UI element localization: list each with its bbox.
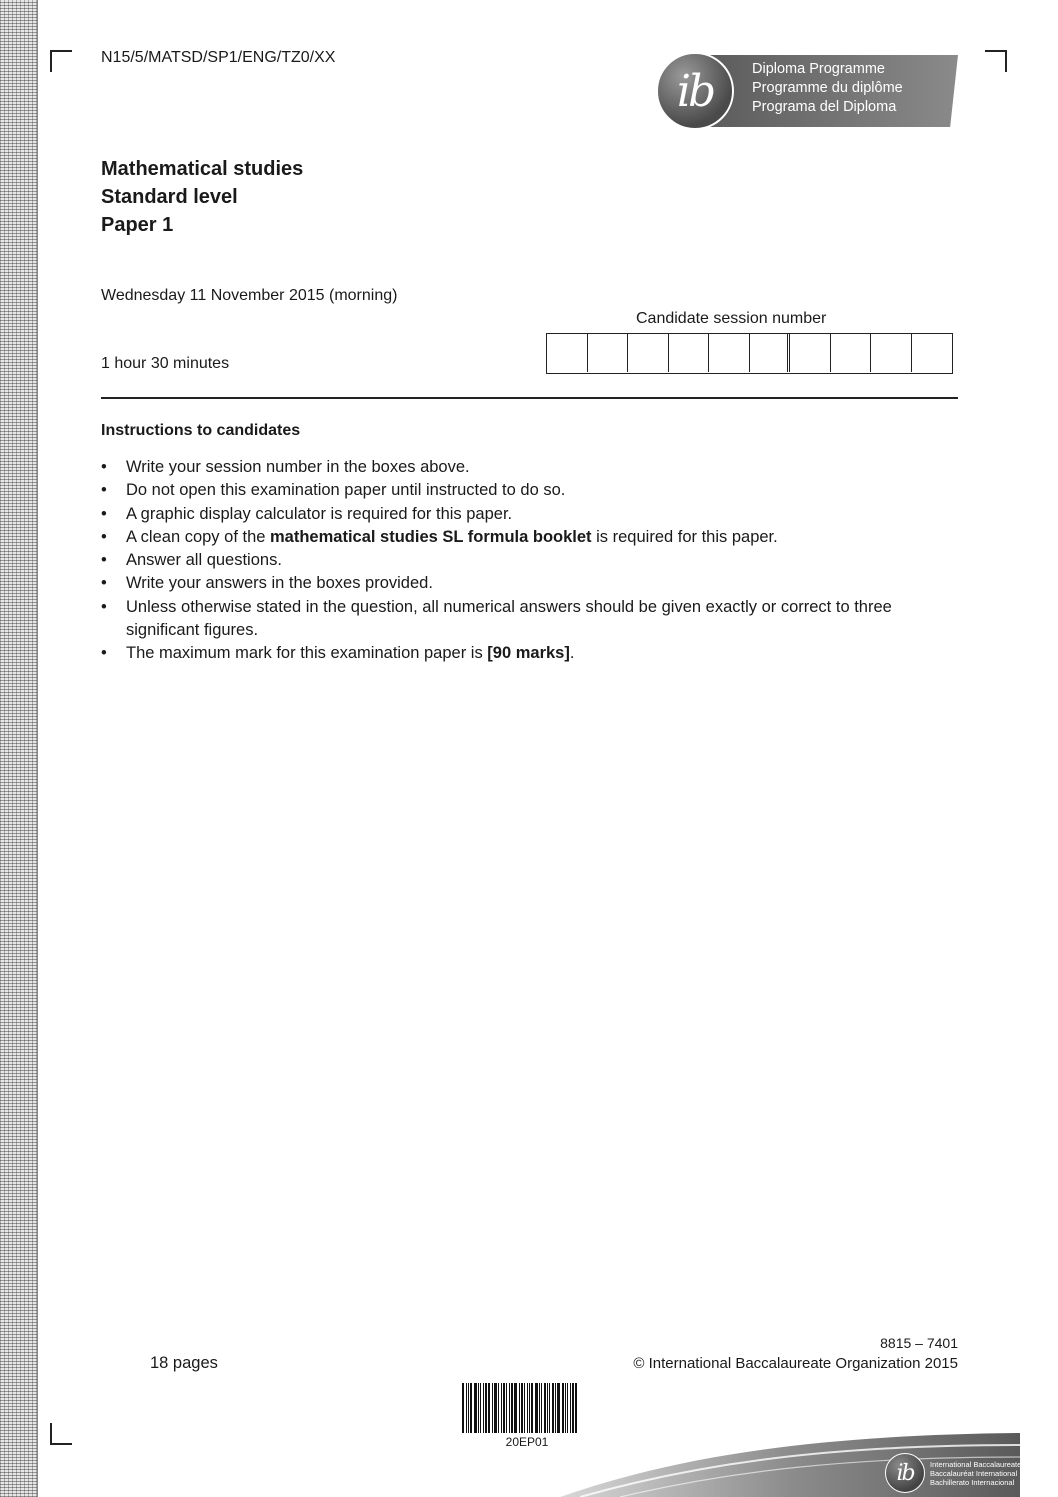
instruction-item: • Do not open this examination paper until instructed to do so. (101, 479, 951, 502)
session-digit-box[interactable] (750, 334, 791, 372)
paper-title: Paper 1 (101, 214, 174, 236)
exam-title (101, 155, 303, 239)
crop-mark-top-left (50, 50, 72, 72)
instruction-item: • Write your answers in the boxes provided. (101, 572, 951, 595)
exam-duration: 1 hour 30 minutes (101, 355, 230, 372)
instruction-item: • Write your session number in the boxes above. (101, 456, 951, 479)
document-code: N15/5/MATSD/SP1/ENG/TZ0/XX (101, 49, 336, 66)
divider-rule (101, 397, 958, 399)
candidate-session-boxes[interactable] (546, 333, 953, 374)
session-digit-box[interactable] (831, 334, 872, 372)
instruction-item: • Unless otherwise stated in the question, all numerical answers should be given exactly or correct to three significant figures. (101, 596, 951, 643)
ib-diploma-logo (656, 52, 958, 130)
barcode-label: 20EP01 (505, 1435, 549, 1449)
session-digit-box[interactable] (871, 334, 912, 372)
level-title: Standard level (101, 186, 238, 208)
session-digit-box[interactable] (790, 334, 831, 372)
session-digit-box[interactable] (709, 334, 750, 372)
instruction-item: • The maximum mark for this examination paper is [90 marks]. (101, 642, 951, 665)
crop-mark-top-right (985, 50, 1007, 72)
org-logo-text: International Baccalaureate Baccalauréat International Bachillerato Internacional (930, 1459, 1022, 1487)
session-digit-box[interactable] (669, 334, 710, 372)
session-digit-box[interactable] (588, 334, 629, 372)
candidate-session-label: Candidate session number (636, 310, 827, 327)
reference-code: 8815 – 7401 (880, 1335, 958, 1351)
crop-mark-bottom-left (50, 1423, 72, 1445)
binding-strip (0, 0, 38, 1497)
session-digit-box[interactable] (628, 334, 669, 372)
instruction-item: • Answer all questions. (101, 549, 951, 572)
subject-title: Mathematical studies (101, 158, 304, 180)
exam-date: Wednesday 11 November 2015 (morning) (101, 287, 398, 304)
page-count: 18 pages (150, 1354, 218, 1372)
instruction-item: • A graphic display calculator is required for this paper. (101, 503, 951, 526)
instructions-list (101, 456, 951, 666)
session-digit-box[interactable] (547, 334, 588, 372)
instructions-heading: Instructions to candidates (101, 422, 301, 439)
ib-organization-logo (885, 1453, 1021, 1493)
ib-logo-small-icon: ib (885, 1453, 925, 1493)
logo-text: Diploma Programme Programme du diplôme Programa del Diploma (752, 61, 903, 115)
ib-logo-icon: ib (656, 52, 734, 130)
session-digit-box[interactable] (912, 334, 953, 372)
instruction-item: • A clean copy of the mathematical studies SL formula booklet is required for this paper. (101, 526, 951, 549)
copyright-notice: © International Baccalaureate Organization 2015 (633, 1355, 958, 1372)
